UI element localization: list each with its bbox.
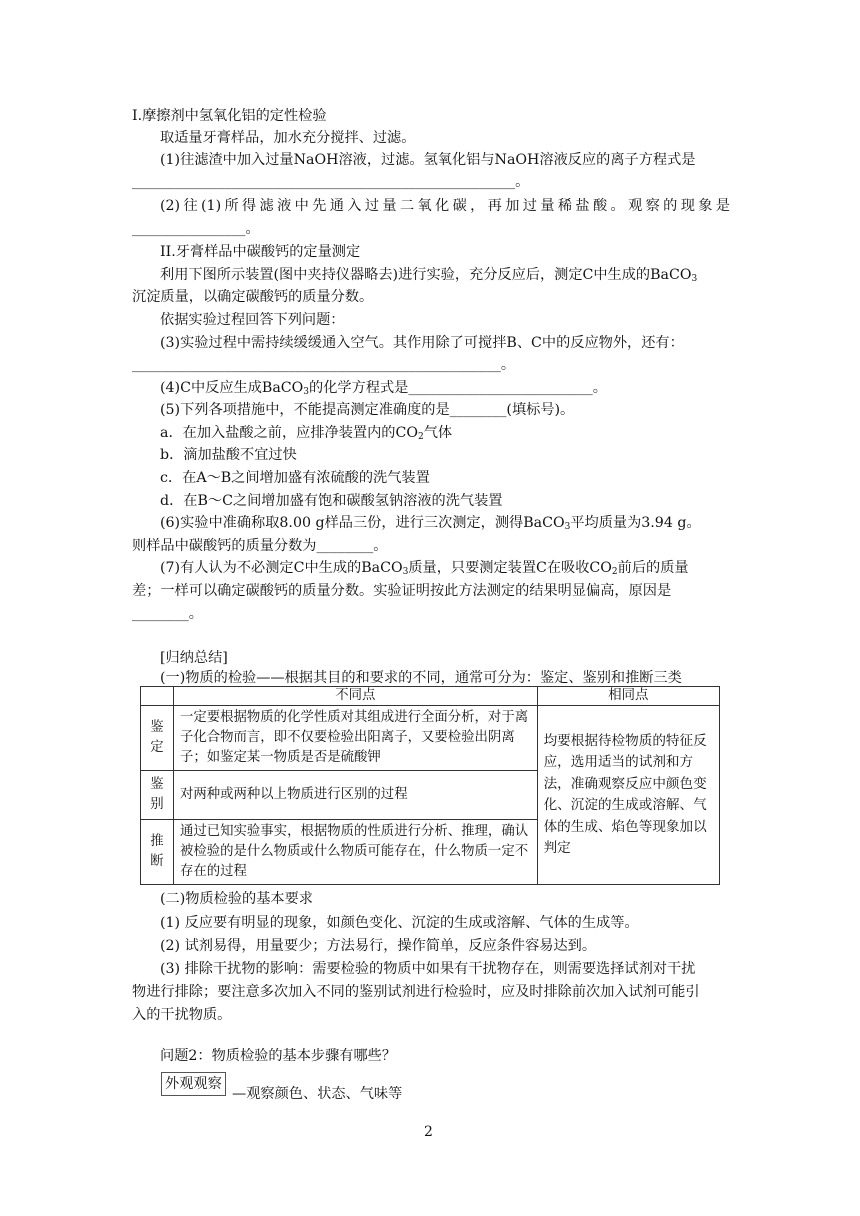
question-6-line1: (6)实验中准确称取8.00 g样品三份，进行三次测定，测得BaCO$_3$平均质量为3.94 g。	[160, 515, 701, 532]
table-cell-diff: 一定要根据物质的化学性质对其组成进行全面分析，对于离子化合物而言，即不仅要检验出阳离子，又要检验出阴离子；如鉴定某一物质是否是硫酸钾	[173, 706, 537, 771]
question-1: (1)往滤渣中加入过量NaOH溶液，过滤。氢氧化铝与NaOH溶液反应的离子方程式是	[160, 152, 696, 168]
table-row	[141, 706, 720, 771]
table-cell-category: 推断	[141, 820, 174, 885]
table-cell-category: 鉴定	[141, 706, 174, 771]
table-header-same: 相同点	[537, 687, 719, 706]
part2-heading: II.牙膏样品中碳酸钙的定量测定	[160, 244, 361, 260]
requirement-2: (2) 试剂易得，用量要少；方法易行，操作简单，反应条件容易达到。	[160, 938, 597, 954]
option-d: d．在B～C之间增加盛有饱和碳酸氢钠溶液的洗气装置	[160, 493, 503, 509]
part2-intro-line2: 沉淀质量，以确定碳酸钙的质量分数。	[132, 289, 374, 305]
question-heading-2: 问题2：物质检验的基本步骤有哪些？	[160, 1048, 397, 1064]
requirement-3-line2: 物进行排除；要注意多次加入不同的鉴别试剂进行检验时，应及时排除前次加入试剂可能引	[132, 984, 700, 1000]
answer-blank-7: ________。	[132, 606, 203, 622]
page-number: 2	[424, 1124, 433, 1140]
requirement-3-line1: (3) 排除干扰物的影响：需要检验的物质中如果有干扰物存在，则需要选择试剂对干扰	[160, 961, 696, 977]
requirement-3-line3: 入的干扰物质。	[132, 1007, 232, 1023]
requirement-1: (1) 反应要有明显的现象，如颜色变化、沉淀的生成或溶解、气体的生成等。	[160, 915, 639, 931]
question-7-line1: (7)有人认为不必测定C中生成的BaCO$_3$质量，只要测定装置C在吸收$CO_2$前后的质量	[160, 560, 689, 577]
option-a: a．在加入盐酸之前，应排净装置内的$CO_2$气体	[160, 425, 453, 442]
part2-intro-line1: 利用下图所示装置(图中夹持仪器略去)进行实验，充分反应后，测定C中生成的BaCO$_3$	[160, 267, 698, 284]
table-header-diff: 不同点	[173, 687, 537, 706]
table-cell-diff: 对两种或两种以上物质进行区别的过程	[173, 771, 537, 820]
step-box: 外观观察	[161, 1072, 226, 1096]
option-b: b．滴加盐酸不宜过快	[160, 447, 297, 463]
part1-heading: I.摩擦剂中氢氧化铝的定性检验	[132, 108, 327, 124]
summary-heading: [归纳总结]	[160, 650, 228, 666]
table-header-row	[141, 687, 720, 706]
option-c: c．在A～B之间增加盛有浓硫酸的洗气装置	[160, 470, 430, 486]
answer-blank-3: ____________________________________________________。	[132, 357, 516, 373]
table-cell-diff: 通过已知实验事实，根据物质的性质进行分析、推理，确认被检验的是什么物质或什么物质可能存在，什么物质一定不存在的过程	[173, 820, 537, 885]
summary-section-2: (二)物质检验的基本要求	[160, 891, 313, 907]
table-header-empty	[141, 687, 174, 706]
question-3: (3)实验过程中需持续缓缓通入空气。其作用除了可搅拌B、C中的反应物外，还有：	[160, 335, 684, 351]
step-description: —观察颜色、状态、气味等	[232, 1086, 403, 1102]
question-2: (2)往(1)所得滤液中先通入过量二氧化碳，再加过量稀盐酸。观察的现象是	[160, 198, 730, 214]
table-cell-category: 鉴别	[141, 771, 174, 820]
question-7-line2: 差；一样可以确定碳酸钙的质量分数。实验证明按此方法测定的结果明显偏高，原因是	[132, 583, 672, 599]
question-4: (4)C中反应生成BaCO$_3$的化学方程式是__________________________。	[160, 380, 607, 397]
part1-intro: 取适量牙膏样品，加水充分搅拌、过滤。	[160, 130, 416, 146]
summary-section-1: (一)物质的检验——根据其目的和要求的不同，通常可分为：鉴定、鉴别和推断三类	[160, 670, 682, 686]
question-6-line2: 则样品中碳酸钙的质量分数为________。	[132, 538, 388, 554]
summary-table	[140, 686, 720, 885]
answer-blank-1: ______________________________________________________。	[132, 174, 530, 190]
answer-blank-2: ________________。	[132, 221, 260, 237]
table-cell-same: 均要根据待检物质的特征反应，选用适当的试剂和方法，准确观察反应中颜色变化、沉淀的生成或溶解、气体的生成、焰色等现象加以判定	[537, 706, 719, 885]
question-5: (5)下列各项措施中，不能提高测定准确度的是________(填标号)。	[160, 402, 575, 418]
instruction: 依据实验过程回答下列问题：	[160, 312, 345, 328]
